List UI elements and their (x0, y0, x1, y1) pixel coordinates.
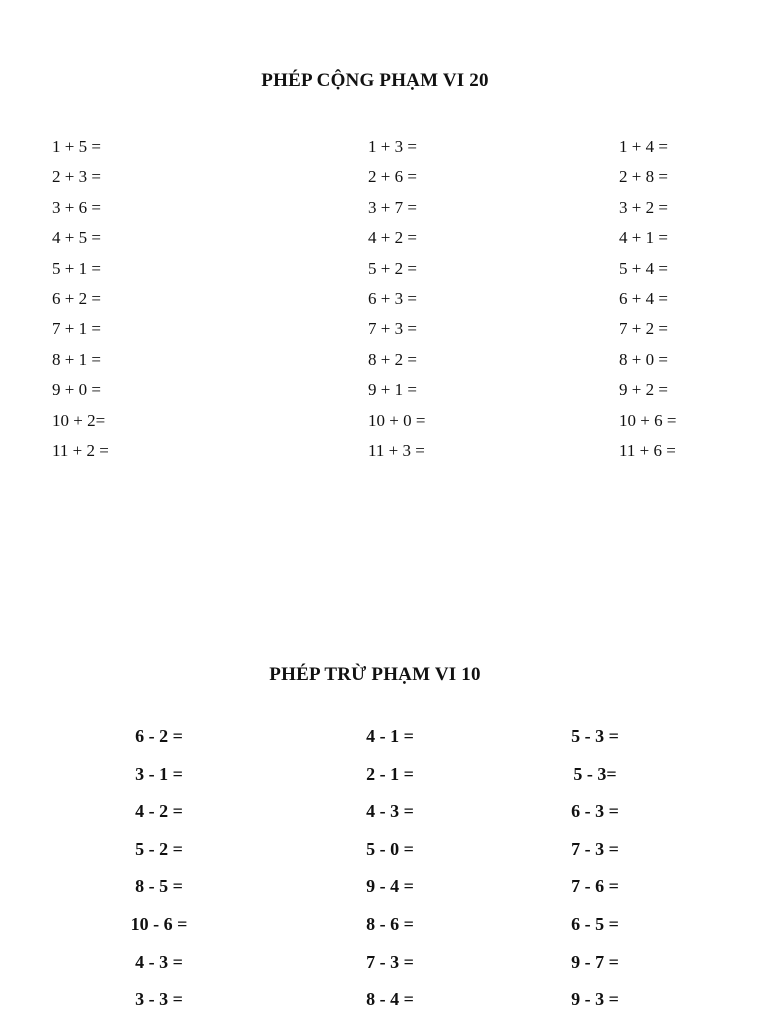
addition-problem: 4 + 2 = (368, 228, 417, 248)
addition-column-3 (619, 136, 676, 470)
subtraction-problem: 9 - 4 = (366, 876, 414, 897)
addition-problem: 10 + 0 = (368, 410, 426, 430)
addition-problem: 8 + 0 = (619, 349, 668, 369)
subtraction-problem: 3 - 1 = (135, 763, 183, 784)
subtraction-problem: 5 - 3= (573, 763, 617, 784)
subtraction-problem: 7 - 6 = (571, 876, 619, 897)
addition-problem: 4 + 5 = (52, 228, 101, 248)
addition-problem: 10 + 2= (52, 410, 106, 430)
addition-problem: 2 + 8 = (619, 167, 668, 187)
addition-problem: 5 + 2 = (368, 258, 417, 278)
addition-problem: 1 + 5 = (52, 137, 101, 156)
subtraction-problem: 2 - 1 = (366, 763, 414, 784)
subtraction-problem: 8 - 6 = (366, 913, 414, 934)
addition-problem: 3 + 6 = (52, 197, 101, 217)
addition-problem: 1 + 3 = (368, 137, 417, 156)
addition-problem: 10 + 6 = (619, 410, 677, 430)
subtraction-problem: 7 - 3 = (366, 951, 414, 972)
addition-problem: 5 + 4 = (619, 258, 668, 278)
addition-problem: 7 + 2 = (619, 319, 668, 339)
addition-problem: 6 + 4 = (619, 288, 668, 308)
addition-problem: 9 + 2 = (619, 380, 668, 400)
subtraction-problem: 5 - 3 = (571, 726, 619, 746)
addition-problem: 3 + 7 = (368, 197, 417, 217)
addition-problem: 9 + 0 = (52, 380, 101, 400)
subtraction-column-3 (535, 723, 655, 1024)
subtraction-problem: 6 - 3 = (571, 801, 619, 822)
addition-column-2 (368, 136, 425, 470)
addition-problem: 7 + 3 = (368, 319, 417, 339)
addition-problem: 9 + 1 = (368, 380, 417, 400)
addition-problem: 11 + 6 = (619, 440, 676, 460)
addition-problem: 2 + 3 = (52, 167, 101, 187)
subtraction-problem: 4 - 1 = (366, 726, 414, 746)
subtraction-problem: 10 - 6 = (130, 913, 188, 934)
addition-problem: 5 + 1 = (52, 258, 101, 278)
subtraction-problem: 6 - 5 = (571, 913, 619, 934)
subtraction-problem: 6 - 2 = (135, 726, 183, 746)
subtraction-problem: 8 - 5 = (135, 876, 183, 897)
subtraction-section-title: PHÉP TRỪ PHẠM VI 10 (269, 664, 481, 685)
subtraction-problem: 9 - 3 = (571, 989, 619, 1010)
addition-section-title: PHÉP CỘNG PHẠM VI 20 (261, 70, 489, 91)
subtraction-column-2 (330, 723, 450, 1024)
subtraction-problem: 5 - 0 = (366, 838, 414, 859)
subtraction-problem: 3 - 3 = (135, 989, 183, 1010)
addition-problem: 8 + 1 = (52, 349, 101, 369)
addition-problem: 1 + 4 = (619, 137, 668, 156)
addition-problem: 6 + 2 = (52, 288, 101, 308)
subtraction-problem: 7 - 3 = (571, 838, 619, 859)
addition-column-1 (52, 136, 109, 470)
subtraction-problem: 5 - 2 = (135, 838, 183, 859)
addition-problem: 3 + 2 = (619, 197, 668, 217)
addition-problem: 7 + 1 = (52, 319, 101, 339)
subtraction-problem: 9 - 7 = (571, 951, 619, 972)
addition-problem: 8 + 2 = (368, 349, 417, 369)
addition-problem: 11 + 2 = (52, 440, 109, 460)
subtraction-column-1 (99, 723, 219, 1024)
addition-problem: 11 + 3 = (368, 440, 425, 460)
subtraction-problem: 4 - 3 = (366, 801, 414, 822)
addition-problem: 2 + 6 = (368, 167, 417, 187)
addition-problem: 4 + 1 = (619, 228, 668, 248)
subtraction-problem: 8 - 4 = (366, 989, 414, 1010)
subtraction-problem: 4 - 2 = (135, 801, 183, 822)
addition-problem: 6 + 3 = (368, 288, 417, 308)
subtraction-problem: 4 - 3 = (135, 951, 183, 972)
